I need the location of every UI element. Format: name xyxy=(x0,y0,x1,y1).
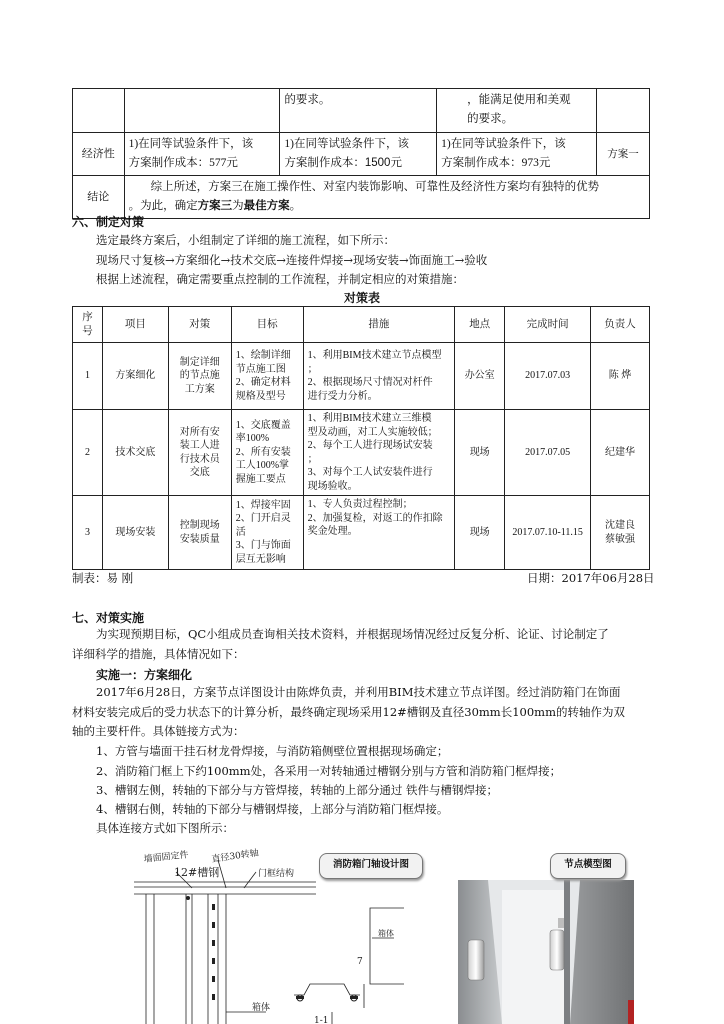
table-cell: 方案制作成本：973元 xyxy=(441,157,551,169)
paragraph: 选定最终方案后，小组制定了详细的施工流程，如下所示： xyxy=(96,233,395,247)
cell-line: 陈 烨 xyxy=(608,370,632,382)
cell-line: 3、对每个工人试安装件进行 xyxy=(307,467,433,478)
cell-line: 工方案 xyxy=(184,383,215,395)
cell-line: 安装质量 xyxy=(179,533,220,545)
paragraph: 材料安装完成后的受力状态下的计算分析，最终确定现场采用12#槽钢及直径30mm长100mm的转轴作为双 xyxy=(72,705,625,719)
cell-line: 1、专人负责过程控制； xyxy=(307,499,413,510)
list-item: 1、方管与墙面干挂石材龙骨焊接，与消防箱侧壁位置根据现场确定； xyxy=(96,744,449,758)
conclusion-text: 为 xyxy=(232,200,244,212)
cell-line: 1、焊接牢固 xyxy=(235,499,291,511)
cell-line: 控制现场 xyxy=(179,520,220,531)
cell-line: 蔡敏强 xyxy=(605,533,636,545)
cell-line: 型及动画，对工人实施较低； xyxy=(307,426,438,438)
economy-result: 方案一 xyxy=(597,133,650,176)
cell-line: 1、利用BIM技术建立三维模 xyxy=(307,413,432,424)
cell-line: 3、门与饰面 xyxy=(235,540,291,552)
cell-line: 工人100%掌 xyxy=(235,460,290,472)
cell-line: 握施工要点 xyxy=(235,473,286,485)
cell-line: 活 xyxy=(235,526,246,538)
table-cell: 的要求。 xyxy=(467,113,514,125)
cell-line: 率100% xyxy=(235,433,270,445)
table-author: 制表：易 刚 xyxy=(72,571,134,585)
cell-line: 奖金处理。 xyxy=(307,526,358,537)
cell-line: 沈建良 xyxy=(605,520,636,531)
table-cell: 2017.07.10-11.15 xyxy=(505,496,591,570)
drawing-label: 墙面固定件 xyxy=(143,850,190,865)
cell-line: 2、所有安装 xyxy=(235,446,291,458)
node-model-svg xyxy=(458,880,634,1024)
table-cell: 1 xyxy=(73,343,103,410)
table-cell: 现场安装 xyxy=(102,496,168,570)
paragraph: 轴的主要杆件。具体链接方式为： xyxy=(72,724,245,738)
cell-line: 制定详细 xyxy=(179,356,220,368)
table-row xyxy=(73,343,650,410)
paragraph: 2017年6月28日，方案节点详图设计由陈烨负责，并利用BIM技术建立节点详图。经过消防箱门在饰面 xyxy=(96,685,621,699)
drawing-label: 直径30转轴 xyxy=(211,848,260,865)
cell-line: 交底 xyxy=(189,467,210,478)
figure-label-design: 消防箱门轴设计图 xyxy=(319,853,423,879)
header-cell: 地点 xyxy=(455,307,505,343)
table-cell: 方案制作成本：577元 xyxy=(128,157,238,169)
header-cell: 目标 xyxy=(231,307,303,343)
table-cell: 1)在同等试验条件下，该 xyxy=(441,138,566,150)
process-flow: 现场尺寸复核→方案细化→技术交底→连接件焊接→现场安装→饰面施工→验收 xyxy=(96,253,488,267)
paragraph: 为实现预期目标，QC小组成员查询相关技术资料，并根据现场情况经过反复分析、论证、讨论制定了 xyxy=(96,627,609,641)
subheading: 实施一：方案细化 xyxy=(96,668,193,682)
table-cell-emphasis: 1500元 xyxy=(364,157,402,169)
cell-line: 规格及型号 xyxy=(235,390,286,402)
table-cell: 1)在同等试验条件下，该 xyxy=(128,138,254,150)
header-cell: 对策 xyxy=(168,307,231,343)
header-cell: 完成时间 xyxy=(505,307,591,343)
header-cell: 序号 xyxy=(73,307,103,343)
cell-line: ； xyxy=(307,453,318,465)
countermeasure-table xyxy=(72,306,650,570)
table-cell: 2017.07.05 xyxy=(505,410,591,496)
row-label-economy: 经济性 xyxy=(73,133,125,176)
table-row xyxy=(73,133,650,176)
drawing-label: 12#槽钢 xyxy=(174,866,220,879)
table-cell: 1)在同等试验条件下，该 xyxy=(284,138,409,150)
door-axis-design xyxy=(284,880,404,1024)
design-label: 7 xyxy=(357,957,363,967)
conclusion-emphasis: 最佳方案 xyxy=(243,200,290,212)
table-cell: ，能满足使用和美观 xyxy=(467,94,571,106)
table-row xyxy=(73,410,650,496)
cell-line: 进行受力分析。 xyxy=(307,390,378,402)
design-label: 箱体 xyxy=(378,929,394,938)
table-cell: 技术交底 xyxy=(102,410,168,496)
cell-line: 1、交底覆盖 xyxy=(235,419,291,431)
header-cell: 负责人 xyxy=(591,307,650,343)
conclusion-text: 综上所述，方案三在施工操作性、对室内装饰影响、可靠性及经济性方案均有独特的优势 xyxy=(150,181,600,193)
table-cell: 2017.07.03 xyxy=(505,343,591,410)
table-cell: 现场 xyxy=(455,496,505,570)
header-cell: 措施 xyxy=(303,307,455,343)
table-cell: 方案细化 xyxy=(102,343,168,410)
table-title: 对策表 xyxy=(343,291,380,305)
design-label: 1-1 xyxy=(314,1016,329,1024)
cell-line: 2、门开启灵 xyxy=(235,513,291,525)
paragraph: 详细科学的措施，具体情况如下： xyxy=(72,647,245,661)
cell-line: 1、绘制详细 xyxy=(235,350,291,361)
table-row xyxy=(73,176,650,219)
cell-line: 2、根据现场尺寸情况对杆件 xyxy=(307,377,433,388)
row-label-conclusion: 结论 xyxy=(73,176,125,219)
table-cell: 现场 xyxy=(455,410,505,496)
door-axis-svg xyxy=(284,880,404,1024)
table-cell: 2 xyxy=(73,410,103,496)
figure-label-model: 节点模型图 xyxy=(550,853,626,879)
conclusion-text: 。 xyxy=(289,200,302,212)
cell-line: 1、利用BIM技术建立节点模型 xyxy=(307,350,442,361)
table-cell: 的要求。 xyxy=(284,94,331,106)
table-header-row xyxy=(73,307,650,343)
cell-line: 现场验收。 xyxy=(307,480,358,492)
cell-line: 的节点施 xyxy=(179,370,220,382)
table-date: 日期：2017年06月28日 xyxy=(527,571,655,585)
table-row xyxy=(73,89,650,133)
paragraph: 根据上述流程，确定需要重点控制的工作流程，并制定相应的对策措施： xyxy=(96,272,464,286)
cell-line: 层互无影响 xyxy=(235,553,286,565)
node-model-render xyxy=(458,880,634,1024)
cell-line: 2、加强复检，对返工的作扣除 xyxy=(307,512,443,524)
cell-line: 对所有安 xyxy=(179,426,220,438)
cell-line: 纪建华 xyxy=(605,446,636,458)
table-cell: 办公室 xyxy=(455,343,505,410)
drawing-label: 门框结构 xyxy=(258,869,295,879)
cell-line: 行技术员 xyxy=(179,453,220,465)
list-item: 2、消防箱门框上下约100mm处，各采用一对转轴通过槽钢分别与方管和消防箱门框焊接； xyxy=(96,764,562,778)
cell-line: ； xyxy=(307,363,318,375)
comparison-table xyxy=(72,88,650,219)
paragraph: 具体连接方式如下图所示： xyxy=(96,821,234,835)
list-item: 3、槽钢左侧，转轴的下部分与方管焊接，转轴的上部分通过 铁件与槽钢焊接； xyxy=(96,783,498,797)
header-cell: 项目 xyxy=(102,307,168,343)
table-cell: 方案制作成本： xyxy=(284,157,365,169)
table-row xyxy=(73,496,650,570)
cell-line: 2、每个工人进行现场试安装 xyxy=(307,440,433,451)
cell-line: 装工人进 xyxy=(179,440,220,451)
conclusion-emphasis: 方案三 xyxy=(197,200,233,212)
section-6-heading: 六、制定对策 xyxy=(72,215,145,229)
list-item: 4、槽钢右侧，转轴的下部分与槽钢焊接，上部分与消防箱门框焊接。 xyxy=(96,802,449,816)
table-cell: 3 xyxy=(73,496,103,570)
conclusion-text: 。为此，确定 xyxy=(128,200,198,212)
cell-line: 2、确定材料 xyxy=(235,377,291,388)
section-7-heading: 七、对策实施 xyxy=(72,611,145,625)
drawing-label: 箱体 xyxy=(252,1003,271,1013)
cell-line: 节点施工图 xyxy=(235,363,286,375)
